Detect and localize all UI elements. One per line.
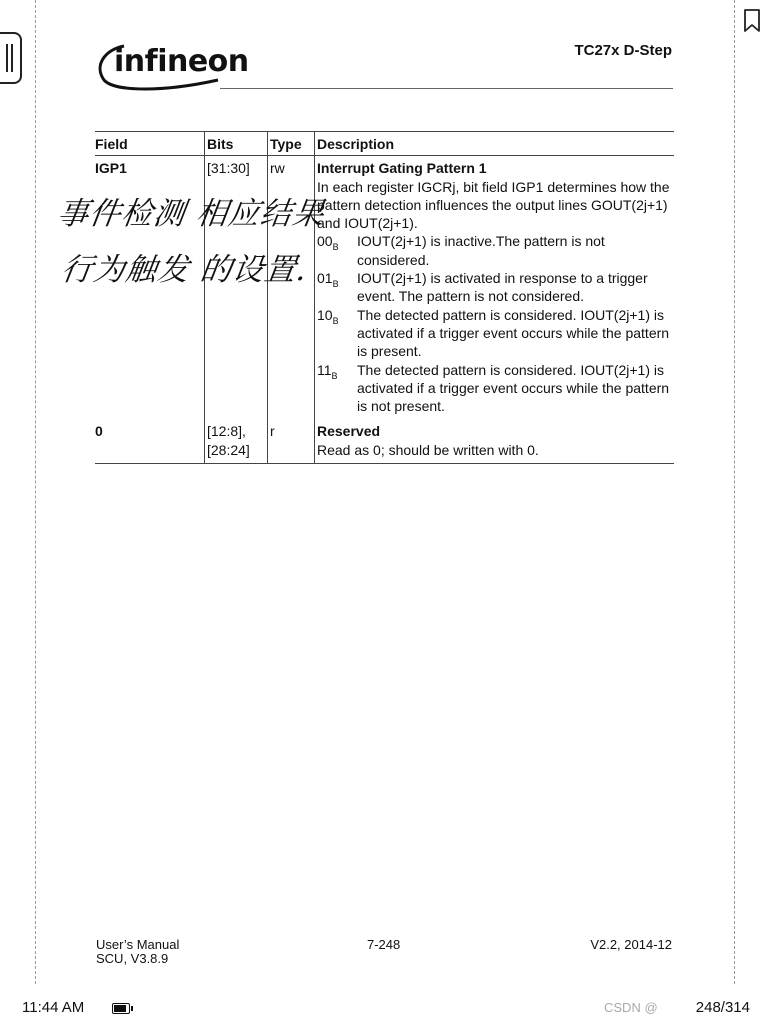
description-title: Reserved [317,423,381,440]
column-header-bits: Bits [205,132,268,156]
register-field-table [95,131,674,464]
handle-bar-2 [11,44,13,72]
page-counter[interactable]: 248/314 [695,999,750,1016]
footer-page-number: 7-248 [367,937,401,952]
field-bits: [31:30] [205,156,268,420]
field-name: IGP1 [95,160,127,177]
table-row [95,419,674,463]
description-intro: Read as 0; should be written with 0. [317,441,539,458]
value-code-base: B [332,278,339,289]
infineon-logo [94,38,249,94]
description-intro: In each register IGCRj, bit field IGP1 determines how the pattern detection influences the output lines GOUT(2j+1) and IOUT(2j+1). [317,178,670,232]
value-code-base: B [332,315,339,326]
value-text: IOUT(2j+1) is inactive.The pattern is not considered. [357,233,605,268]
value-text: The detected pattern is considered. IOUT(2j+1) is activated if a trigger event occurs while the pattern is present. [357,306,670,360]
left-margin-guide [35,0,36,984]
handwritten-annotation-line: 行为触发 的设置. [58,252,310,288]
value-definition [317,232,672,269]
value-text: IOUT(2j+1) is activated in response to a trigger event. The pattern is not considered. [357,270,648,305]
value-definition [317,306,672,361]
battery-level [114,1005,126,1012]
footer-manual: User’s Manual [96,937,180,952]
value-code-base: B [331,370,338,381]
bookmark-icon[interactable] [742,8,762,34]
handle-bar-1 [6,44,8,72]
field-bits [205,419,268,463]
field-bits-line: [12:8], [207,423,246,440]
handwritten-annotation-line: 事件检测 相应结果 [54,196,327,232]
value-code-base: B [332,242,339,253]
field-type: r [268,419,315,463]
value-code: 01 [317,270,333,287]
document-title: TC27x D-Step [574,42,672,59]
field-bits-line: [28:24] [207,441,250,458]
logo-wordmark: infineon [114,44,249,79]
field-description [315,156,675,420]
sidebar-toggle-handle[interactable] [0,32,22,84]
footer-module: SCU, V3.8.9 [96,951,169,966]
value-text: The detected pattern is considered. IOUT(2j+1) is activated if a trigger event occurs while the pattern is not present. [357,361,670,415]
table-header-row [95,132,674,156]
column-header-description: Description [315,132,675,156]
value-code: 11 [317,361,332,378]
field-description [315,419,675,463]
watermark: CSDN @ [604,1000,658,1015]
value-code: 00 [317,233,333,250]
field-name: 0 [95,419,205,463]
clock: 11:44 AM [22,999,85,1016]
battery-icon [112,1003,130,1014]
value-definition [317,361,672,416]
value-definition [317,269,672,306]
footer-left [96,938,179,966]
footer-version: V2.2, 2014-12 [590,937,672,952]
column-header-type: Type [268,132,315,156]
field-type: rw [268,156,315,420]
value-code: 10 [317,306,333,323]
header-rule [220,88,673,89]
description-title: Interrupt Gating Pattern 1 [317,160,487,177]
right-margin-guide [734,0,735,984]
reader-status-bar [0,994,768,1024]
column-header-field: Field [95,132,205,156]
